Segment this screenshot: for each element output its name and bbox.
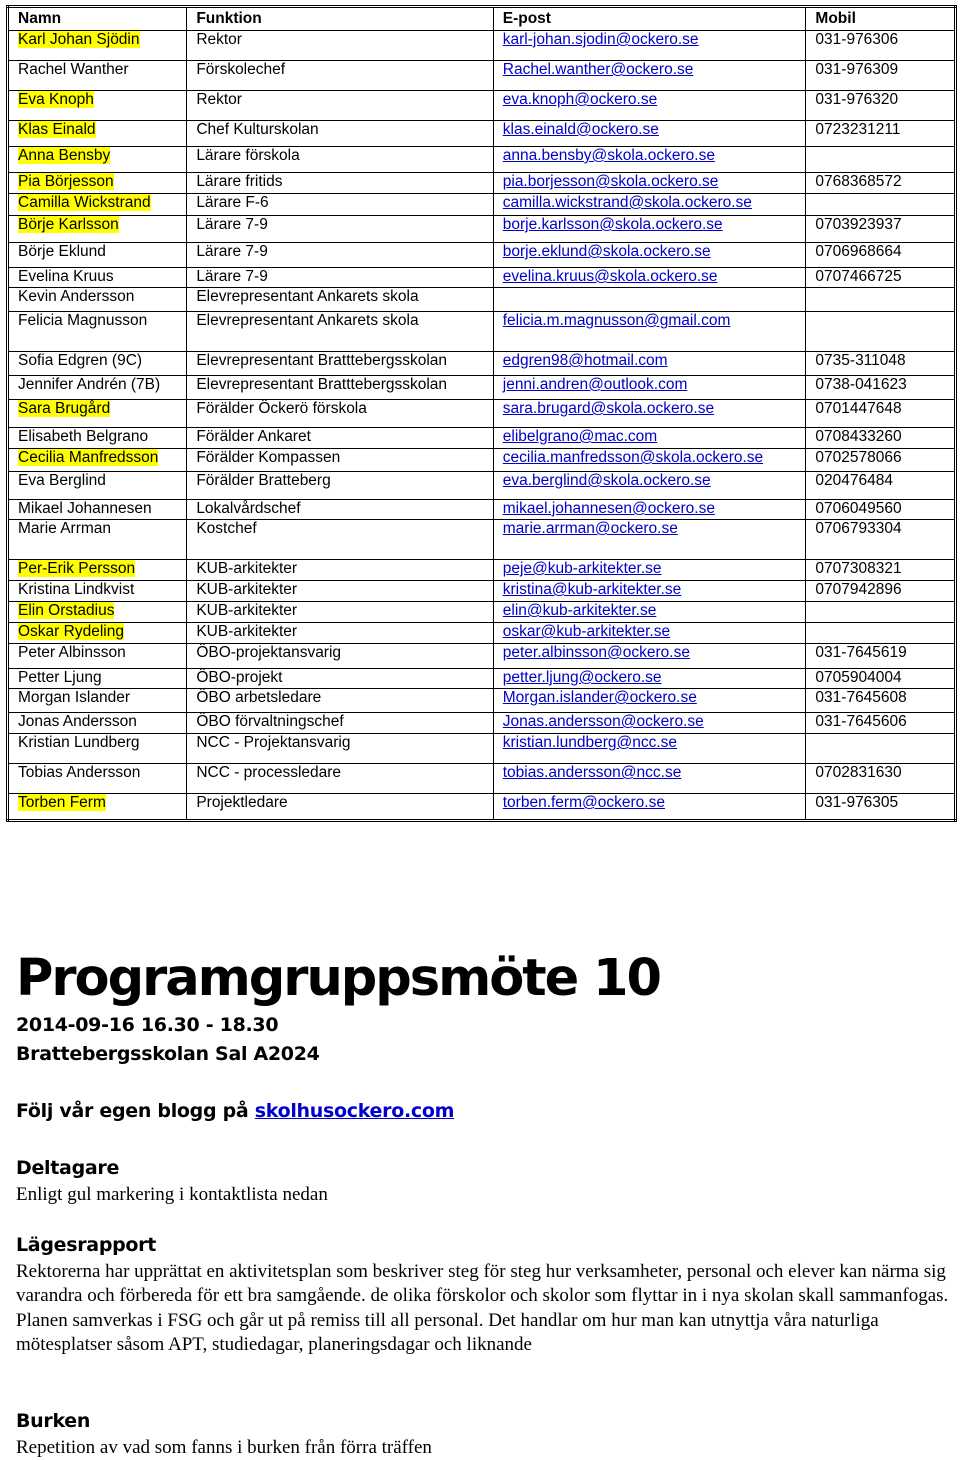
- email-link[interactable]: edgren98@hotmail.com: [502, 352, 668, 369]
- email-link[interactable]: borje.karlsson@skola.ockero.se: [502, 216, 723, 233]
- contact-name-text: Eva Berglind: [18, 472, 106, 489]
- contact-email-cell: [493, 449, 806, 472]
- contact-function-text: KUB-arkitekter: [196, 602, 298, 619]
- contact-email-cell: [493, 288, 806, 312]
- contact-phone-text: 0735-311048: [815, 352, 906, 369]
- contact-phone-text: 031-976320: [815, 91, 899, 108]
- contact-email-cell: [493, 734, 806, 764]
- contact-phone-cell: [806, 147, 956, 173]
- contact-phone-text: 0708433260: [815, 428, 902, 445]
- contact-name-text: Petter Ljung: [18, 669, 102, 686]
- contact-function-text: Förskolechef: [196, 61, 286, 78]
- email-link[interactable]: sara.brugard@skola.ockero.se: [502, 400, 715, 417]
- contact-phone-cell: [806, 669, 956, 689]
- email-link[interactable]: Jonas.andersson@ockero.se: [502, 713, 704, 730]
- blog-link[interactable]: skolhusockero.com: [254, 1100, 455, 1122]
- email-link[interactable]: karl-johan.sjodin@ockero.se: [502, 31, 699, 48]
- email-link[interactable]: Rachel.wanther@ockero.se: [502, 61, 694, 78]
- contact-phone-text: 0702578066: [815, 449, 902, 466]
- contact-name-cell: [8, 61, 187, 91]
- contact-name-text: Eva Knoph: [18, 91, 94, 108]
- contact-name-text: Cecilia Manfredsson: [18, 449, 159, 466]
- contact-name-cell: [8, 472, 187, 500]
- contact-name-text: Torben Ferm: [18, 794, 106, 811]
- contact-name-cell: [8, 312, 187, 352]
- contact-email-cell: [493, 602, 806, 623]
- contact-function-text: ÖBO-projektansvarig: [196, 644, 342, 661]
- table-row: [8, 243, 956, 268]
- contact-function-cell: [187, 121, 493, 147]
- table-row: [8, 400, 956, 428]
- contact-name-cell: [8, 644, 187, 669]
- contact-function-cell: [187, 449, 493, 472]
- email-link[interactable]: anna.bensby@skola.ockero.se: [502, 147, 715, 164]
- email-link[interactable]: petter.ljung@ockero.se: [502, 669, 662, 686]
- table-row: [8, 520, 956, 560]
- jar-text: Repetition av vad som fanns i burken från förra träffen: [16, 1437, 432, 1458]
- contact-phone-cell: [806, 520, 956, 560]
- contact-name-cell: [8, 713, 187, 734]
- contact-function-cell: [187, 623, 493, 644]
- contact-phone-text: 0707308321: [815, 560, 902, 577]
- contact-name-text: Kristian Lundberg: [18, 734, 140, 751]
- contact-phone-cell: [806, 376, 956, 400]
- contact-name-cell: [8, 268, 187, 288]
- email-link[interactable]: jenni.andren@outlook.com: [502, 376, 688, 393]
- contact-phone-cell: [806, 121, 956, 147]
- table-row: [8, 312, 956, 352]
- contact-phone-cell: [806, 194, 956, 216]
- contact-table: [6, 5, 957, 822]
- contact-name-cell: [8, 173, 187, 194]
- contact-function-cell: [187, 352, 493, 376]
- contact-phone-text: 031-976306: [815, 31, 899, 48]
- contact-name-text: Mikael Johannesen: [18, 500, 152, 517]
- contact-function-cell: [187, 428, 493, 449]
- contact-name-text: Marie Arrman: [18, 520, 112, 537]
- contact-phone-text: 0703923937: [815, 216, 902, 233]
- contact-phone-text: 0706793304: [815, 520, 902, 537]
- contact-phone-cell: [806, 472, 956, 500]
- contact-function-cell: [187, 689, 493, 713]
- table-row: [8, 91, 956, 121]
- contact-email-cell: [493, 472, 806, 500]
- contact-name-text: Rachel Wanther: [18, 61, 129, 78]
- contact-function-cell: [187, 288, 493, 312]
- contact-phone-cell: [806, 243, 956, 268]
- contact-email-cell: [493, 560, 806, 581]
- contact-name-text: Klas Einald: [18, 121, 96, 138]
- contact-function-cell: [187, 644, 493, 669]
- contact-phone-text: 0706968664: [815, 243, 902, 260]
- contact-phone-cell: [806, 764, 956, 794]
- contact-phone-text: 031-976309: [815, 61, 899, 78]
- contact-name-text: Börje Karlsson: [18, 216, 119, 233]
- contact-email-cell: [493, 147, 806, 173]
- table-row: [8, 669, 956, 689]
- table-row: [8, 472, 956, 500]
- contact-function-text: ÖBO arbetsledare: [196, 689, 322, 706]
- contact-email-cell: [493, 376, 806, 400]
- table-row: [8, 352, 956, 376]
- contact-function-text: Projektledare: [196, 794, 288, 811]
- contact-function-cell: [187, 602, 493, 623]
- contact-name-cell: [8, 560, 187, 581]
- contact-phone-cell: [806, 689, 956, 713]
- contact-phone-text: 0707466725: [815, 268, 902, 285]
- contact-name-cell: [8, 194, 187, 216]
- contact-email-cell: [493, 623, 806, 644]
- contact-function-text: KUB-arkitekter: [196, 560, 298, 577]
- contact-function-cell: [187, 500, 493, 520]
- contact-function-cell: [187, 400, 493, 428]
- contact-name-text: Kevin Andersson: [18, 288, 135, 305]
- contact-email-cell: [493, 31, 806, 61]
- header-function: Funktion: [187, 7, 493, 31]
- contact-name-cell: [8, 428, 187, 449]
- email-link[interactable]: cecilia.manfredsson@skola.ockero.se: [502, 449, 764, 466]
- contact-phone-cell: [806, 400, 956, 428]
- participants-text: Enligt gul markering i kontaktlista nedan: [16, 1184, 328, 1205]
- contact-function-cell: [187, 734, 493, 764]
- contact-function-cell: [187, 147, 493, 173]
- header-mobile: Mobil: [806, 7, 956, 31]
- contact-function-text: Lärare fritids: [196, 173, 283, 190]
- contact-phone-cell: [806, 91, 956, 121]
- contact-phone-cell: [806, 173, 956, 194]
- contact-name-text: Börje Eklund: [18, 243, 106, 260]
- contact-email-cell: [493, 268, 806, 288]
- contact-email-cell: [493, 173, 806, 194]
- table-row: [8, 376, 956, 400]
- contact-email-cell: [493, 243, 806, 268]
- contact-email-cell: [493, 352, 806, 376]
- table-row: [8, 268, 956, 288]
- email-link[interactable]: klas.einald@ockero.se: [502, 121, 659, 138]
- contact-name-cell: [8, 669, 187, 689]
- header-email: E-post: [493, 7, 806, 31]
- email-link[interactable]: Morgan.islander@ockero.se: [502, 689, 697, 706]
- blog-prefix: Följ vår egen blogg på: [16, 1100, 255, 1122]
- contact-name-cell: [8, 794, 187, 821]
- email-link[interactable]: peje@kub-arkitekter.se: [502, 560, 662, 577]
- table-row: [8, 623, 956, 644]
- table-row: [8, 194, 956, 216]
- email-link[interactable]: mikael.johannesen@ockero.se: [502, 500, 715, 517]
- contact-name-text: Per-Erik Persson: [18, 560, 136, 577]
- contact-name-text: Kristina Lindkvist: [18, 581, 135, 598]
- contact-name-cell: [8, 121, 187, 147]
- contact-function-cell: [187, 173, 493, 194]
- contact-email-cell: [493, 713, 806, 734]
- contact-function-cell: [187, 581, 493, 602]
- contact-phone-cell: [806, 449, 956, 472]
- email-link[interactable]: eva.berglind@skola.ockero.se: [502, 472, 711, 489]
- contact-function-text: Chef Kulturskolan: [196, 121, 319, 138]
- table-row: [8, 764, 956, 794]
- meeting-datetime: 2014-09-16 16.30 - 18.30: [16, 1014, 279, 1036]
- contact-function-cell: [187, 243, 493, 268]
- contact-name-cell: [8, 352, 187, 376]
- contact-phone-text: 0706049560: [815, 500, 902, 517]
- table-row: [8, 713, 956, 734]
- contact-phone-text: 0707942896: [815, 581, 902, 598]
- contact-name-text: Peter Albinsson: [18, 644, 126, 661]
- contact-phone-text: 0701447648: [815, 400, 902, 417]
- contact-phone-text: 031-976305: [815, 794, 899, 811]
- contact-function-text: Förälder Ankaret: [196, 428, 311, 445]
- contact-name-cell: [8, 288, 187, 312]
- email-link[interactable]: evelina.kruus@skola.ockero.se: [502, 268, 718, 285]
- table-row: [8, 560, 956, 581]
- contact-function-text: Lokalvårdschef: [196, 500, 301, 517]
- table-row: [8, 31, 956, 61]
- table-row: [8, 794, 956, 821]
- contact-function-text: ÖBO-projekt: [196, 669, 283, 686]
- contact-email-cell: [493, 644, 806, 669]
- contact-function-cell: [187, 794, 493, 821]
- contact-email-cell: [493, 121, 806, 147]
- table-row: [8, 500, 956, 520]
- contact-email-cell: [493, 689, 806, 713]
- contact-name-text: Camilla Wickstrand: [18, 194, 151, 211]
- contact-function-cell: [187, 31, 493, 61]
- email-link[interactable]: oskar@kub-arkitekter.se: [502, 623, 671, 640]
- contact-name-cell: [8, 623, 187, 644]
- contact-name-text: Sara Brugård: [18, 400, 111, 417]
- email-link[interactable]: torben.ferm@ockero.se: [502, 794, 665, 811]
- contact-phone-text: 0738-041623: [815, 376, 907, 393]
- contact-name-cell: [8, 216, 187, 243]
- contact-name-text: Tobias Andersson: [18, 764, 141, 781]
- contact-name-cell: [8, 376, 187, 400]
- contact-name-cell: [8, 520, 187, 560]
- blog-line: [16, 1098, 454, 1124]
- contact-email-cell: [493, 764, 806, 794]
- contact-name-text: Elin Orstadius: [18, 602, 115, 619]
- email-link[interactable]: elin@kub-arkitekter.se: [502, 602, 657, 619]
- email-link[interactable]: tobias.andersson@ncc.se: [502, 764, 682, 781]
- email-link[interactable]: camilla.wickstrand@skola.ockero.se: [502, 194, 752, 211]
- table-row: [8, 147, 956, 173]
- contact-phone-text: 031-7645606: [815, 713, 907, 730]
- email-link[interactable]: felicia.m.magnusson@gmail.com: [502, 312, 731, 329]
- contact-function-cell: [187, 520, 493, 560]
- contact-function-cell: [187, 194, 493, 216]
- table-row: [8, 428, 956, 449]
- contact-email-cell: [493, 91, 806, 121]
- table-row: [8, 602, 956, 623]
- table-row: [8, 734, 956, 764]
- contact-phone-cell: [806, 794, 956, 821]
- table-row: [8, 61, 956, 91]
- contact-function-text: Förälder Kompassen: [196, 449, 341, 466]
- table-row: [8, 173, 956, 194]
- email-link[interactable]: marie.arrman@ockero.se: [502, 520, 678, 537]
- contact-phone-cell: [806, 734, 956, 764]
- contact-function-cell: [187, 376, 493, 400]
- contact-phone-text: 0705904004: [815, 669, 902, 686]
- contact-function-cell: [187, 268, 493, 288]
- contact-phone-text: 0723231211: [815, 121, 901, 138]
- contact-name-cell: [8, 147, 187, 173]
- contact-name-cell: [8, 581, 187, 602]
- contact-function-cell: [187, 216, 493, 243]
- email-link[interactable]: kristian.lundberg@ncc.se: [502, 734, 678, 751]
- contact-name-cell: [8, 400, 187, 428]
- status-text: Rektorerna har upprättat en aktivitetsplan som beskriver steg för steg hur verksamheter, personal och elever kan närma sig varandra och förbereda för ett bra samgående. de olika förskolor och skolor som flyttar in i nya skolan skall sammanfogas. Planen samverkas i FSG och går ut på remiss till all personal. Det handlar om hur man kan utnyttja våra naturliga mötesplatser såsom APT, studiedagar, planeringsdagar och liknande: [16, 1261, 949, 1355]
- contact-function-text: Elevrepresentant Bratttebergsskolan: [196, 352, 448, 369]
- jar-heading: Burken: [16, 1410, 91, 1432]
- contact-email-cell: [493, 500, 806, 520]
- contact-email-cell: [493, 400, 806, 428]
- meeting-location: Brattebergsskolan Sal A2024: [16, 1043, 320, 1065]
- contact-function-text: Rektor: [196, 31, 242, 48]
- contact-function-text: ÖBO förvaltningschef: [196, 713, 344, 730]
- contact-phone-cell: [806, 560, 956, 581]
- contact-name-text: Pia Börjesson: [18, 173, 114, 190]
- contact-function-text: KUB-arkitekter: [196, 623, 298, 640]
- email-link[interactable]: kristina@kub-arkitekter.se: [502, 581, 682, 598]
- contact-function-text: Lärare 7-9: [196, 216, 268, 233]
- contact-function-text: Lärare 7-9: [196, 268, 268, 285]
- contact-email-cell: [493, 428, 806, 449]
- contact-function-text: NCC - processledare: [196, 764, 342, 781]
- table-row: [8, 581, 956, 602]
- contact-phone-cell: [806, 288, 956, 312]
- contact-function-text: Elevrepresentant Bratttebergsskolan: [196, 376, 448, 393]
- contact-function-text: Lärare 7-9: [196, 243, 268, 260]
- contact-phone-text: 0702831630: [815, 764, 902, 781]
- contact-name-text: Morgan Islander: [18, 689, 131, 706]
- contact-name-cell: [8, 243, 187, 268]
- contact-email-cell: [493, 794, 806, 821]
- contact-phone-cell: [806, 623, 956, 644]
- contact-name-text: Evelina Kruus: [18, 268, 114, 285]
- email-link[interactable]: eva.knoph@ockero.se: [502, 91, 658, 108]
- contact-name-text: Felicia Magnusson: [18, 312, 148, 329]
- table-row: [8, 216, 956, 243]
- contact-email-cell: [493, 581, 806, 602]
- contact-name-text: Jonas Andersson: [18, 713, 137, 730]
- contact-function-cell: [187, 560, 493, 581]
- contact-email-cell: [493, 216, 806, 243]
- email-link[interactable]: borje.eklund@skola.ockero.se: [502, 243, 711, 260]
- contact-phone-cell: [806, 216, 956, 243]
- contact-function-text: KUB-arkitekter: [196, 581, 298, 598]
- email-link[interactable]: peter.albinsson@ockero.se: [502, 644, 690, 661]
- contact-name-text: Elisabeth Belgrano: [18, 428, 149, 445]
- contact-email-cell: [493, 520, 806, 560]
- table-row: [8, 644, 956, 669]
- contact-name-text: Jennifer Andrén (7B): [18, 376, 161, 393]
- contact-name-text: Oskar Rydeling: [18, 623, 124, 640]
- table-header-row: [8, 7, 956, 31]
- contact-name-cell: [8, 31, 187, 61]
- contact-name-text: Anna Bensby: [18, 147, 111, 164]
- contact-function-text: Lärare F-6: [196, 194, 269, 211]
- contact-name-cell: [8, 734, 187, 764]
- contact-email-cell: [493, 312, 806, 352]
- table-row: [8, 288, 956, 312]
- contact-function-cell: [187, 61, 493, 91]
- contact-phone-cell: [806, 500, 956, 520]
- contact-function-text: NCC - Projektansvarig: [196, 734, 351, 751]
- table-row: [8, 449, 956, 472]
- contact-function-text: Förälder Bratteberg: [196, 472, 331, 489]
- contact-phone-text: 031-7645619: [815, 644, 907, 661]
- contact-function-cell: [187, 764, 493, 794]
- contact-function-text: Elevrepresentant Ankarets skola: [196, 288, 419, 305]
- contact-function-text: Elevrepresentant Ankarets skola: [196, 312, 419, 329]
- meeting-title: Programgruppsmöte 10: [16, 949, 660, 1008]
- contact-function-cell: [187, 472, 493, 500]
- contact-phone-cell: [806, 713, 956, 734]
- contact-phone-cell: [806, 312, 956, 352]
- header-name: Namn: [8, 7, 187, 31]
- status-heading: Lägesrapport: [16, 1234, 157, 1256]
- contact-name-cell: [8, 764, 187, 794]
- contact-name-cell: [8, 449, 187, 472]
- email-link[interactable]: elibelgrano@mac.com: [502, 428, 658, 445]
- table-row: [8, 121, 956, 147]
- contact-email-cell: [493, 194, 806, 216]
- contact-name-text: Karl Johan Sjödin: [18, 31, 140, 48]
- contact-phone-cell: [806, 602, 956, 623]
- contact-name-cell: [8, 500, 187, 520]
- contact-function-text: Förälder Öckerö förskola: [196, 400, 367, 417]
- contact-function-cell: [187, 669, 493, 689]
- contact-name-cell: [8, 602, 187, 623]
- contact-phone-text: 0768368572: [815, 173, 902, 190]
- contact-function-cell: [187, 713, 493, 734]
- email-link[interactable]: pia.borjesson@skola.ockero.se: [502, 173, 719, 190]
- contact-function-cell: [187, 91, 493, 121]
- contact-phone-text: 031-7645608: [815, 689, 907, 706]
- contact-phone-cell: [806, 268, 956, 288]
- table-row: [8, 689, 956, 713]
- contact-phone-cell: [806, 644, 956, 669]
- contact-table-body: [8, 31, 956, 821]
- contact-phone-cell: [806, 61, 956, 91]
- contact-function-text: Kostchef: [196, 520, 257, 537]
- participants-heading: Deltagare: [16, 1157, 120, 1179]
- contact-name-text: Sofia Edgren (9C): [18, 352, 143, 369]
- contact-phone-cell: [806, 581, 956, 602]
- contact-email-cell: [493, 61, 806, 91]
- contact-name-cell: [8, 689, 187, 713]
- contact-phone-text: 020476484: [815, 472, 894, 489]
- contact-email-cell: [493, 669, 806, 689]
- contact-phone-cell: [806, 428, 956, 449]
- contact-phone-cell: [806, 352, 956, 376]
- contact-function-text: Lärare förskola: [196, 147, 300, 164]
- contact-function-text: Rektor: [196, 91, 242, 108]
- contact-function-cell: [187, 312, 493, 352]
- contact-phone-cell: [806, 31, 956, 61]
- contact-name-cell: [8, 91, 187, 121]
